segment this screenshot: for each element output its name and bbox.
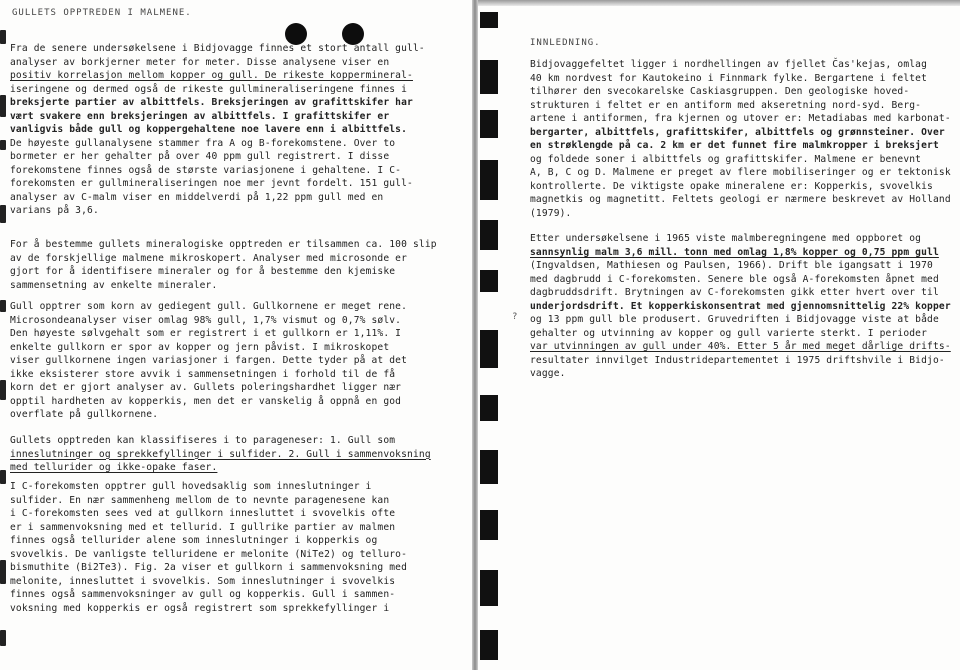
text-line: underjordsdrift. Et kopperkiskonsentrat med gjennomsnittelig 22% kopper [530, 300, 951, 312]
page-header: INNLEDNING. [530, 38, 601, 48]
text-line: en strøklengde på ca. 2 km er det funnet fire malmkropper i breksjert [530, 140, 939, 151]
text-line: resultater innvilget Industridepartementet i 1975 driftshvile i Bidjo- [530, 354, 945, 366]
text-line: bismuthite (Bi2Te3). Fig. 2a viser et gullkorn i sammenvoksning med [10, 562, 408, 573]
text-line: breksjerte partier av albittfels. Breksjeringen av grafittskifer har [10, 97, 413, 108]
scan-edge [478, 0, 960, 6]
text-line: A, B, C og D. Malmene er preget av flere mobiliseringer og er tektonisk [530, 167, 951, 178]
text-line: svovelkis. De vanligste telluridene er melonite (NiTe2) og telluro- [10, 548, 408, 560]
text-line: overflate på gullkornene. [10, 409, 159, 420]
binding-marks-right [478, 0, 500, 670]
paragraph-intro [530, 58, 951, 220]
text-line: De høyeste gullanalysene stammer fra A og B-forekomstene. Over to [10, 137, 396, 149]
text-line: av de forskjellige malmene mikroskopert. Analyser med microsonde er [10, 252, 408, 264]
text-line: bergarter, albittfels, grafittskifer, albittfels og grønnsteiner. Over [530, 126, 945, 138]
text-line: Microsondeanalyser viser omlag 98% gull, 1,7% vismut og 0,7% sølv. [10, 314, 402, 326]
text-line: tilhører den svecokarelske Caskiasgruppen. Den geologiske hoved- [530, 86, 910, 97]
text-line: Fra de senere undersøkelsene i Bidjovagge finnes et stort antall gull- [10, 43, 425, 54]
text-line: viser gullkornene ingen variasjoner i fargen. Dette tyder på at det [10, 355, 408, 366]
text-line: varians på 3,6. [10, 205, 99, 216]
text-line: analyser av C-malm viser en middelverdi på 1,22 ppm gull med en [10, 191, 384, 203]
text-line: Bidjovaggefeltet ligger i nordhellingen av fjellet Čas'kejas, omlag [530, 59, 928, 70]
text-line: sammensetning av enkelte mineraler. [10, 279, 218, 291]
text-line: positiv korrelasjon mellom kopper og gull. De rikeste koppermineral- [10, 70, 413, 81]
page-header: GULLETS OPPTREDEN I MALMENE. [12, 8, 192, 18]
text-line: og 13 ppm gull ble produsert. Gruvedriften i Bidjovagge viste at både [530, 314, 939, 325]
text-line: ikke eksisterer store avvik i sammensetningen i forhold til de få [10, 368, 396, 380]
text-line: sannsynlig malm 3,6 mill. tonn med omlag 1,8% kopper og 0,75 ppm gull [530, 246, 939, 258]
right-page [478, 0, 960, 670]
paragraph-5 [10, 480, 407, 615]
text-line: var utvinningen av gull under 40%. Etter 5 år med meget dårlige drifts- [530, 341, 951, 352]
text-line: enkelte gullkorn er spor av kopper og jern påvist. I mikroskopet [10, 341, 390, 353]
text-line: artene i antiformen, fra kjernen og utover er: Metadiabas med karbonat- [530, 113, 951, 124]
text-line: iseringene og dermed også de rikeste gullmineraliseringene finnes i [10, 83, 408, 95]
text-line: sulfider. En nær sammenheng mellom de to nevnte paragenesene kan [10, 494, 390, 506]
text-line: (Ingvaldsen, Mathiesen og Paulsen, 1966). Drift ble igangsatt i 1970 [530, 260, 933, 271]
text-line: vært svakere enn breksjeringen av albittfels. I grafittskifer er [10, 110, 390, 122]
text-line: inneslutninger og sprekkefyllinger i sulfider. 2. Gull i sammenvoksning [10, 448, 431, 460]
text-line: voksning med kopperkis er også registrert som sprekkefyllinger i [10, 602, 390, 614]
text-line: med tellurider og ikke-opake faser. [10, 462, 218, 473]
text-line: dagbruddsdrift. Brytningen av C-forekomsten gikk etter hvert over til [530, 287, 939, 298]
text-line: magnetkis og magnetitt. Feltets geologi er nærmere beskrevet av Holland [530, 194, 951, 205]
text-line: med dagbrudd i C-forekomsten. Senere ble også A-forekomsten åpnet med [530, 273, 939, 285]
paragraph-3 [10, 300, 407, 422]
text-line: er i sammenvoksning med et tellurid. I gullrike partier av malmen [10, 521, 396, 533]
text-line: Etter undersøkelsene i 1965 viste malmberegningene med oppboret og [530, 233, 922, 244]
text-line: melonite, innesluttet i svovelkis. Som inneslutninger i svovelkis [10, 575, 396, 587]
text-line: forekomsten er gullmineraliseringen noe mer jevnt fordelt. 151 gull- [10, 178, 413, 189]
text-line: 40 km nordvest for Kautokeino i Finnmark fylke. Bergartene i feltet [530, 72, 928, 84]
paragraph-production [530, 232, 951, 381]
text-line: korn det er gjort analyser av. Gullets poleringshardhet ligger nær [10, 382, 402, 393]
binding-marks-left [0, 0, 10, 670]
text-line: gehalter og utvinning av kopper og gull varierte sterkt. I perioder [530, 327, 928, 339]
paragraph-1 [10, 42, 425, 218]
text-line: vagge. [530, 368, 566, 379]
text-line: kontrollerte. De viktigste opake mineralene er: Kopperkis, svovelkis [530, 180, 933, 192]
text-line: i C-forekomsten sees ved at gullkorn innesluttet i svovelkis ofte [10, 508, 396, 519]
text-line: I C-forekomsten opptrer gull hovedsaklig som inneslutninger i [10, 481, 372, 492]
text-line: Gullets opptreden kan klassifiseres i to parageneser: 1. Gull som [10, 435, 396, 446]
text-line: Gull opptrer som korn av gediegent gull. Gullkornene er meget rene. [10, 301, 408, 312]
text-line: finnes også sammenvoksninger av gull og kopperkis. Gull i sammen- [10, 589, 396, 600]
text-line: vanligvis både gull og koppergehaltene noe lavere enn i albittfels. [10, 124, 408, 135]
text-line: strukturen i feltet er en antiform med akseretning nord-syd. Berg- [530, 99, 922, 111]
text-line: analyser av borkjerner meter for meter. Disse analysene viser en [10, 56, 390, 68]
paragraph-4 [10, 434, 431, 475]
text-line: gjort for å identifisere mineraler og for å bestemme den kjemiske [10, 266, 396, 277]
text-line: og foldede soner i albittfels og grafittskifer. Malmene er benevnt [530, 153, 922, 165]
text-line: opptil hardheten av kopperkis, men det er vanskelig å oppnå en god [10, 395, 402, 407]
left-page [0, 0, 472, 670]
text-line: finnes også tellurider alene som inneslutninger i kopperkis og [10, 535, 378, 546]
text-line: bormeter er her gehalter på over 40 ppm gull registrert. I disse [10, 151, 390, 162]
text-line: (1979). [530, 207, 572, 219]
text-line: Den høyeste sølvgehalt som er registrert i et gullkorn er 1,11%. I [10, 328, 402, 339]
text-line: forekomstene finnes også de største variasjonene i gehaltene. I C- [10, 164, 402, 176]
margin-mark: ? [512, 312, 518, 322]
paragraph-2 [10, 238, 437, 292]
text-line: For å bestemme gullets mineralogiske opptreden er tilsammen ca. 100 slip [10, 239, 437, 250]
